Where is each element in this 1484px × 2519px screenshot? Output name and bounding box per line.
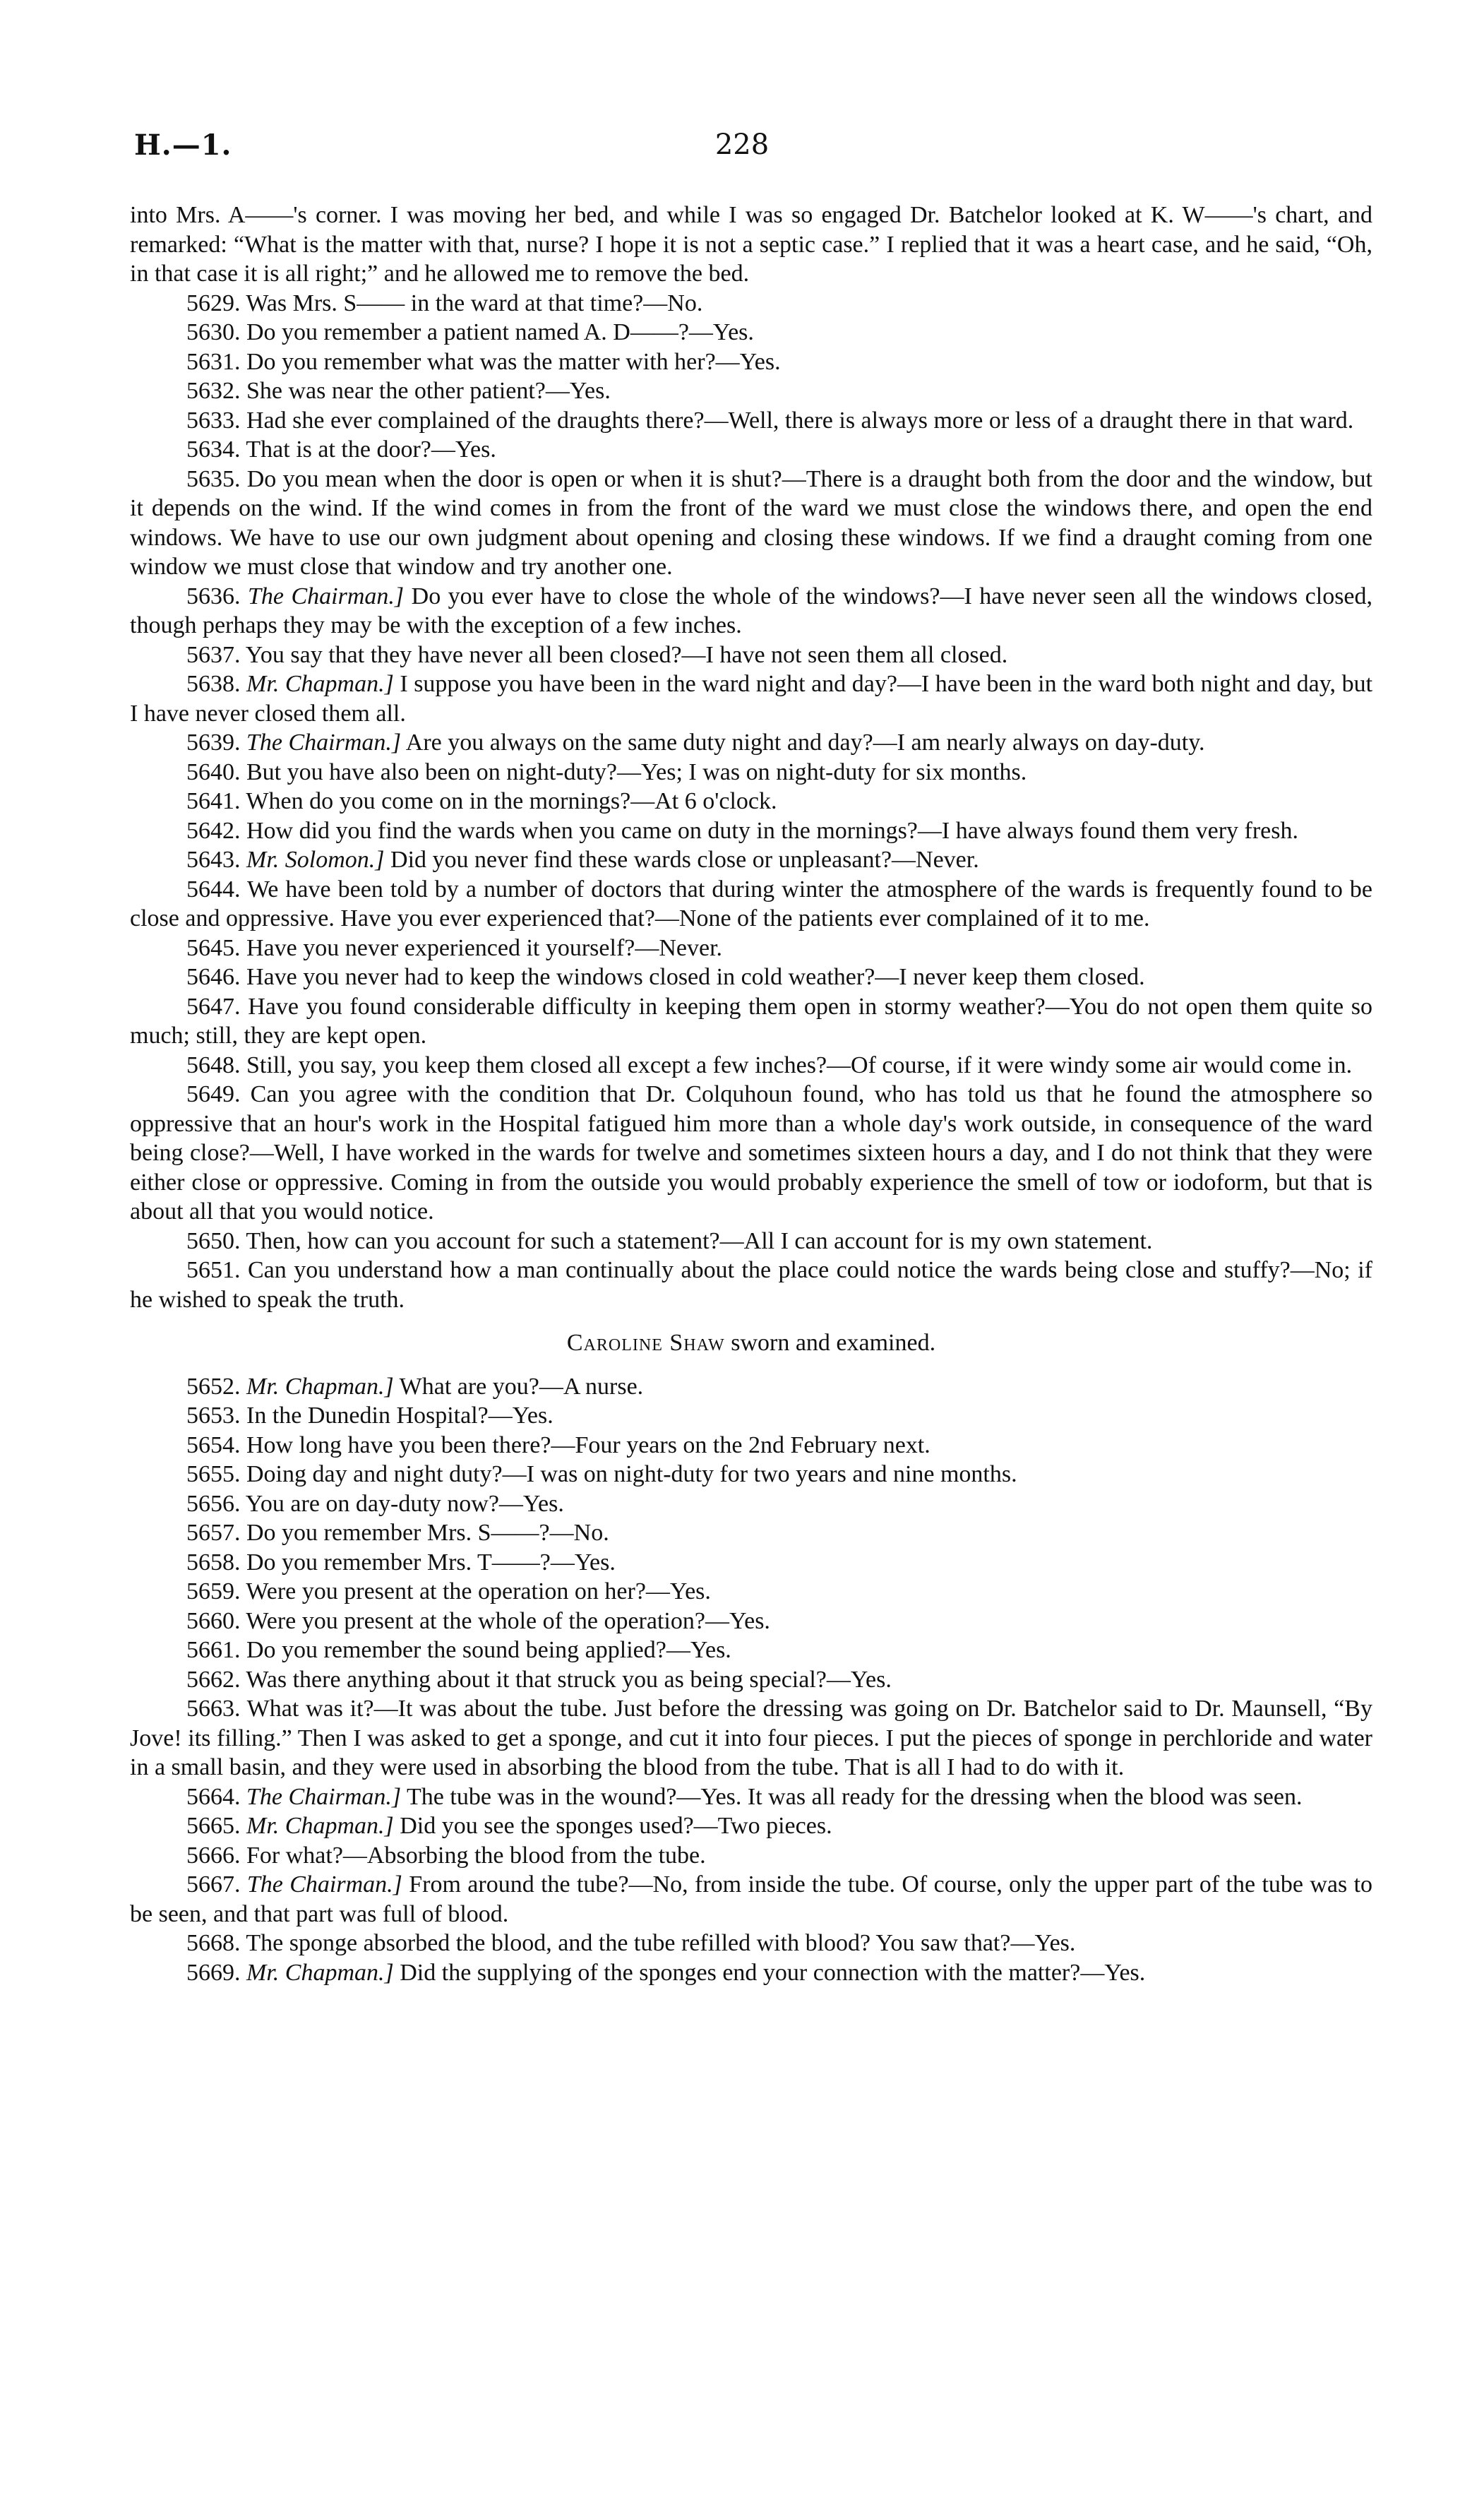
question-number: 5645.: [186, 934, 241, 961]
question-number: 5649.: [186, 1081, 241, 1107]
question-number: 5631.: [186, 348, 241, 375]
page-number: 228: [714, 129, 770, 161]
testimony-text: In the Dunedin Hospital?—Yes.: [246, 1403, 553, 1429]
testimony-paragraph: [130, 787, 1372, 816]
testimony-paragraph: [130, 934, 1372, 963]
question-number: 5653.: [186, 1403, 241, 1429]
question-number: 5669.: [186, 1959, 241, 1986]
testimony-paragraph: [130, 728, 1372, 758]
speaker-label: Mr. Chapman.]: [246, 1813, 394, 1839]
question-number: 5640.: [186, 758, 241, 785]
testimony-text: But you have also been on night-duty?—Yes; I was on night-duty for six months.: [246, 758, 1027, 785]
testimony-text: Can you understand how a man continually about the place could notice the wards being close and stuffy?—No; if he wished to speak the truth.: [130, 1257, 1372, 1313]
testimony-paragraph: [130, 1431, 1372, 1460]
question-number: 5636.: [186, 583, 241, 609]
question-number: 5664.: [186, 1783, 241, 1810]
testimony-text: You say that they have never all been closed?—I have not seen them all closed.: [245, 641, 1008, 668]
testimony-text: Then, how can you account for such a statement?—All I can account for is my own statement.: [246, 1227, 1153, 1254]
speaker-label: Mr. Chapman.]: [246, 671, 394, 697]
testimony-text: Were you present at the operation on her?—Yes.: [246, 1578, 711, 1604]
testimony-paragraph: [130, 641, 1372, 670]
testimony-text: Do you remember a patient named A. D——?—Yes.: [246, 319, 754, 345]
continued-paragraph: into Mrs. A——'s corner. I was moving her bed, and while I was so engaged Dr. Batchelor looked at K. W——'s chart, and remarked: “What is the matter with that, nurse? I hope it is not a septic case.” I replied that it was a heart case, and he said, “Oh, in that case it is all right;” and he allowed me to remove the bed.: [130, 202, 1372, 287]
testimony-text: How long have you been there?—Four years on the 2nd February next.: [246, 1431, 931, 1458]
question-number: 5654.: [186, 1431, 241, 1458]
question-number: 5660.: [186, 1607, 241, 1634]
testimony-paragraph: [130, 435, 1372, 465]
question-number: 5638.: [186, 671, 241, 697]
testimony-section-2: [130, 1372, 1372, 1988]
question-number: 5643.: [186, 847, 241, 873]
testimony-paragraph: [130, 1929, 1372, 1958]
testimony-text: Have you found considerable difficulty in keeping them open in stormy weather?—You do not open them quite so much; still, they are kept open.: [130, 993, 1373, 1049]
question-number: 5637.: [186, 641, 241, 668]
witness-name: Caroline Shaw: [566, 1330, 725, 1356]
testimony-paragraph: [130, 1958, 1372, 1988]
question-number: 5639.: [186, 730, 241, 756]
testimony-text: Were you present at the whole of the operation?—Yes.: [246, 1607, 770, 1634]
witness-heading-rest: sworn and examined.: [731, 1330, 936, 1356]
testimony-paragraph: [130, 1607, 1372, 1636]
testimony-text: What was it?—It was about the tube. Just before the dressing was going on Dr. Batchelor said to Dr. Maunsell, “By Jove! its filling.” Then I was asked to get a sponge, and cut it into four pieces. I put the pieces of sponge in perchloride and water in a small basin, and they were used in absorbing the blood from the tube. That is all I had to do with it.: [130, 1696, 1372, 1780]
question-number: 5656.: [186, 1490, 241, 1517]
testimony-text: Was there anything about it that struck you as being special?—Yes.: [246, 1666, 892, 1693]
testimony-paragraph: [130, 1227, 1372, 1256]
testimony-text: Doing day and night duty?—I was on night-duty for two years and nine months.: [246, 1461, 1017, 1487]
question-number: 5633.: [186, 407, 241, 434]
question-number: 5651.: [186, 1257, 241, 1283]
testimony-paragraph: [130, 963, 1372, 992]
testimony-paragraph: [130, 1548, 1372, 1578]
testimony-text: The sponge absorbed the blood, and the tube refilled with blood? You saw that?—Yes.: [246, 1930, 1076, 1956]
testimony-paragraph: [130, 347, 1372, 377]
testimony-text: Do you ever have to close the whole of the windows?—I have never seen all the windows closed, though perhaps they may be with the exception of a few inches.: [130, 583, 1373, 638]
question-number: 5652.: [186, 1373, 241, 1400]
question-number: 5642.: [186, 817, 241, 844]
testimony-paragraph: [130, 289, 1372, 318]
question-number: 5644.: [186, 876, 241, 903]
question-number: 5635.: [186, 465, 241, 492]
question-number: 5630.: [186, 319, 241, 345]
testimony-paragraph: [130, 1665, 1372, 1695]
testimony-text: Do you remember what was the matter with her?—Yes.: [246, 348, 781, 375]
testimony-text: What are you?—A nurse.: [399, 1373, 644, 1400]
testimony-text: She was near the other patient?—Yes.: [246, 378, 611, 404]
testimony-text: Was Mrs. S—— in the ward at that time?—No.: [246, 290, 703, 316]
testimony-paragraph: [130, 318, 1372, 347]
speaker-label: Mr. Chapman.]: [246, 1373, 394, 1400]
testimony-paragraph: [130, 1782, 1372, 1812]
testimony-paragraph: [130, 1372, 1372, 1402]
testimony-text: Have you never had to keep the windows closed in cold weather?—I never keep them closed.: [246, 964, 1145, 990]
testimony-text: We have been told by a number of doctors that during winter the atmosphere of the wards is frequently found to be close and oppressive. Have you ever experienced that?—None of the patients ever complained of it to me.: [130, 876, 1373, 931]
question-number: 5641.: [186, 788, 241, 814]
testimony-text: You are on day-duty now?—Yes.: [245, 1490, 564, 1517]
question-number: 5650.: [186, 1227, 241, 1254]
testimony-text: Do you remember Mrs. S——?—No.: [246, 1520, 609, 1546]
page-header: [134, 129, 1350, 171]
question-number: 5666.: [186, 1842, 241, 1869]
question-number: 5647.: [186, 993, 241, 1020]
testimony-text: How did you find the wards when you came on duty in the mornings?—I have always found them very fresh.: [246, 817, 1298, 844]
testimony-paragraph: [130, 816, 1372, 846]
testimony-paragraph: [130, 1870, 1372, 1929]
testimony-text: Do you mean when the door is open or when it is shut?—There is a draught both from the door and the window, but it depends on the wind. If the wind comes in from the front of the ward we must close the windows there, and open the end windows. We have to use our own judgment about opening and closing these windows. If we find a draught coming from one window we must close that window and try another one.: [130, 465, 1373, 580]
speaker-label: The Chairman.]: [246, 1783, 402, 1810]
testimony-paragraph: [130, 376, 1372, 406]
testimony-paragraph: [130, 992, 1372, 1051]
testimony-paragraph: [130, 875, 1372, 934]
question-number: 5646.: [186, 964, 241, 990]
testimony-text: The tube was in the wound?—Yes. It was all ready for the dressing when the blood was seen.: [407, 1783, 1303, 1810]
testimony-text: Had she ever complained of the draughts there?—Well, there is always more or less of a draught there in that ward.: [246, 407, 1354, 434]
testimony-text: That is at the door?—Yes.: [246, 436, 496, 463]
testimony-text: Can you agree with the condition that Dr. Colquhoun found, who has told us that he found the atmosphere so oppressive that an hour's work in the Hospital fatigued him more than a whole day's work outside, in consequence of the ward being close?—Well, I have worked in the wards for twelve and sometimes sixteen hours a day, and I do not think that they were either close or oppressive. Coming in from the outside you would probably experience the smell of tow or iodoform, but that is about all that you would notice.: [130, 1081, 1372, 1225]
speaker-label: The Chairman.]: [246, 730, 402, 756]
testimony-section-1: [130, 289, 1372, 1315]
speaker-label: The Chairman.]: [248, 583, 405, 609]
testimony-paragraph: [130, 1460, 1372, 1489]
question-number: 5657.: [186, 1520, 241, 1546]
testimony-paragraph: [130, 1636, 1372, 1665]
question-number: 5655.: [186, 1461, 241, 1487]
testimony-text: Did you see the sponges used?—Two pieces.: [400, 1813, 832, 1839]
speaker-label: The Chairman.]: [246, 1871, 402, 1898]
testimony-paragraph: [130, 1811, 1372, 1841]
speaker-label: Mr. Solomon.]: [246, 847, 385, 873]
testimony-paragraph: [130, 1577, 1372, 1607]
speaker-label: Mr. Chapman.]: [246, 1959, 394, 1986]
testimony-paragraph: [130, 1051, 1372, 1080]
testimony-paragraph: [130, 758, 1372, 787]
testimony-text: For what?—Absorbing the blood from the tube.: [246, 1842, 706, 1869]
testimony-paragraph: [130, 582, 1372, 641]
testimony-paragraph: [130, 1080, 1372, 1227]
question-number: 5659.: [186, 1578, 241, 1604]
testimony-paragraph: [130, 1841, 1372, 1871]
testimony-paragraph: [130, 1518, 1372, 1548]
question-number: 5634.: [186, 436, 241, 463]
testimony-text: When do you come on in the mornings?—At 6 o'clock.: [246, 788, 777, 814]
testimony-paragraph: [130, 465, 1372, 582]
testimony-paragraph: [130, 1256, 1372, 1314]
testimony-text: From around the tube?—No, from inside the tube. Of course, only the upper part of the tube was to be seen, and that part was full of blood.: [130, 1871, 1373, 1927]
testimony-text: I suppose you have been in the ward night and day?—I have been in the ward both night and day, but I have never closed them all.: [130, 671, 1373, 727]
document-body: [130, 201, 1372, 1987]
witness-heading: [130, 1328, 1372, 1358]
question-number: 5661.: [186, 1637, 241, 1663]
testimony-text: Still, you say, you keep them closed all except a few inches?—Of course, if it were windy some air would come in.: [246, 1052, 1353, 1078]
testimony-text: Do you remember the sound being applied?—Yes.: [246, 1637, 731, 1663]
testimony-paragraph: [130, 1489, 1372, 1519]
question-number: 5629.: [186, 290, 241, 316]
document-reference: H.—1.: [134, 129, 232, 162]
testimony-paragraph: [130, 406, 1372, 436]
testimony-paragraph: [130, 845, 1372, 875]
testimony-text: Are you always on the same duty night and day?—I am nearly always on day-duty.: [405, 730, 1205, 756]
testimony-text: Do you remember Mrs. T——?—Yes.: [246, 1549, 616, 1576]
testimony-paragraph: [130, 1401, 1372, 1431]
question-number: 5665.: [186, 1813, 241, 1839]
question-number: 5632.: [186, 378, 241, 404]
question-number: 5648.: [186, 1052, 241, 1078]
testimony-text: Have you never experienced it yourself?—Never.: [246, 934, 723, 961]
testimony-paragraph: [130, 1694, 1372, 1782]
testimony-text: Did the supplying of the sponges end your connection with the matter?—Yes.: [400, 1959, 1146, 1986]
testimony-paragraph: [130, 669, 1372, 728]
question-number: 5668.: [186, 1930, 241, 1956]
question-number: 5667.: [186, 1871, 241, 1898]
question-number: 5658.: [186, 1549, 241, 1576]
question-number: 5663.: [186, 1696, 241, 1722]
question-number: 5662.: [186, 1666, 241, 1693]
testimony-text: Did you never find these wards close or unpleasant?—Never.: [390, 847, 979, 873]
